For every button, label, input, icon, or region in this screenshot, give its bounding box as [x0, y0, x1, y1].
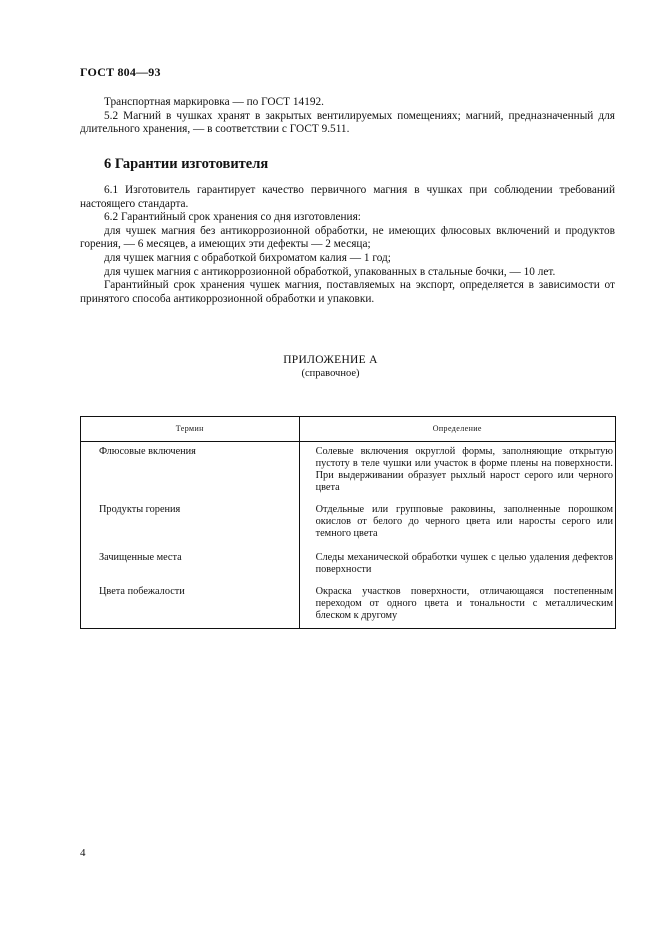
appendix-subtitle: (справочное): [301, 368, 360, 379]
paragraph-6-2-export: Гарантийный срок хранения чушек магния, поставляемых на экспорт, определяется в зависимости от принятого способа антикоррозионной обработки и упаковки.: [80, 279, 615, 305]
table-header-row: [81, 417, 616, 442]
table-cell-definition: Следы механической обработки чушек с целью удаления дефектов поверхности: [299, 548, 615, 582]
appendix-title: ПРИЛОЖЕНИЕ А: [283, 354, 378, 366]
table-cell-term: Продукты горения: [81, 500, 300, 548]
paragraph-5-2: 5.2 Магний в чушках хранят в закрытых вентилируемых помещениях; магний, предназначенный для длительного хранения, — в соответствии с ГОСТ 9.511.: [80, 109, 615, 136]
table-cell-definition: Отдельные или групповые раковины, заполненные порошком окислов от белого до черного цвета или наросты серого или темного цвета: [299, 500, 615, 548]
section-6-text: [80, 184, 615, 306]
section-6-title: 6 Гарантии изготовителя: [104, 156, 269, 172]
paragraph-transport-marking: Транспортная маркировка — по ГОСТ 14192.: [104, 96, 324, 108]
section-5-text: [80, 96, 615, 137]
table-row: [81, 442, 616, 501]
table-cell-term: Флюсовые включения: [81, 442, 300, 501]
table-cell-term: Зачищенные места: [81, 548, 300, 582]
terms-table: [80, 416, 616, 629]
paragraph-6-2: 6.2 Гарантийный срок хранения со дня изготовления:: [104, 211, 361, 224]
table-row: [81, 500, 616, 548]
paragraph-6-2-item-2: для чушек магния с обработкой бихроматом калия — 1 год;: [104, 251, 391, 264]
table-row: [81, 548, 616, 582]
column-header-term: Термин: [81, 417, 300, 442]
column-header-definition: Определение: [299, 417, 615, 442]
paragraph-6-1: 6.1 Изготовитель гарантирует качество первичного магния в чушках при соблюдении требований настоящего стандарта.: [80, 184, 615, 210]
table-cell-definition: Окраска участков поверхности, отличающаяся постепенным переходом от одного цвета и тональности с металлическим блеском к другому: [299, 582, 615, 629]
table-row: [81, 582, 616, 629]
document-code-header: ГОСТ 804—93: [80, 65, 161, 79]
paragraph-6-2-item-3: для чушек магния с антикоррозионной обработкой, упакованных в стальные бочки, — 10 лет.: [104, 265, 556, 278]
paragraph-6-2-item-1: для чушек магния без антикоррозионной обработки, не имеющих флюсовых включений и продуктов горения, — 6 месяцев, а имеющих эти дефекты — 2 месяца;: [80, 224, 615, 251]
table-cell-definition: Солевые включения округлой формы, заполняющие открытую пустоту в теле чушки или участок в форме плены на поверхности. При выдерживании образует рыхлый нарост серого или черного цвета: [299, 442, 615, 501]
table-cell-term: Цвета побежалости: [81, 582, 300, 629]
page-number: 4: [80, 847, 86, 859]
